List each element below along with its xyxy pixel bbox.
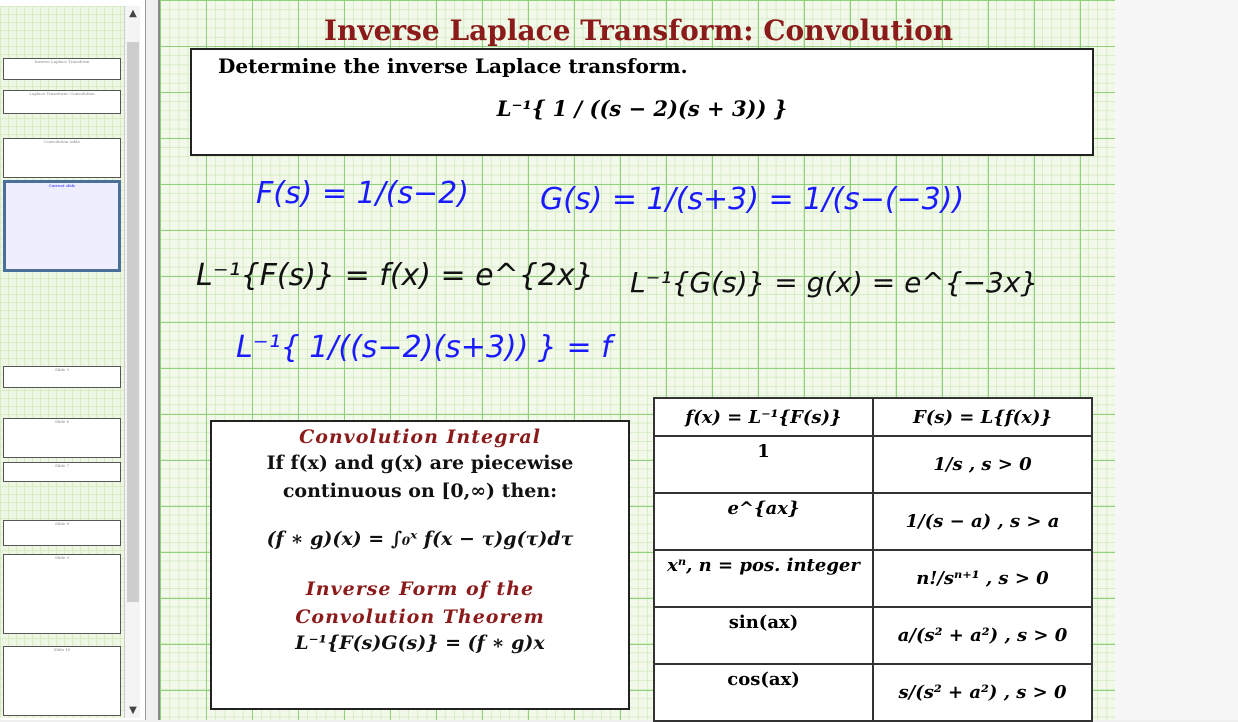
- thumbnail[interactable]: Slide 5: [3, 366, 121, 388]
- thumbnail[interactable]: Slide 9: [3, 554, 121, 634]
- table-row: [654, 493, 1092, 550]
- slide-thumbnail-pane: [0, 0, 146, 720]
- theorem-formula: L⁻¹{F(s)G(s)} = (f ∗ g)x: [295, 632, 545, 654]
- thumbnail[interactable]: Slide 7: [3, 462, 121, 482]
- scroll-up-icon[interactable]: ▲: [129, 8, 137, 19]
- handwritten-G: G(s) = 1/(s+3) = 1/(s−(−3)): [540, 182, 965, 217]
- table-cell: a/(s² + a²) , s > 0: [873, 607, 1092, 664]
- handwritten-g-result: L⁻¹{G(s)} = g(x) = e^{−3x}: [630, 266, 1039, 299]
- table-cell: cos(ax): [654, 664, 873, 721]
- theorem-heading-1: Inverse Form of the: [305, 578, 535, 600]
- thumbnail-selected[interactable]: Current slide: [3, 180, 121, 272]
- handwritten-inverse: L⁻¹{ 1/((s−2)(s+3)) } = f: [236, 330, 612, 365]
- table-cell: xⁿ, n = pos. integer: [654, 550, 873, 607]
- convolution-heading: Convolution Integral: [299, 426, 541, 448]
- slide-title: Inverse Laplace Transform: Convolution: [323, 14, 954, 47]
- convolution-box: [210, 420, 630, 710]
- convolution-text-1: If f(x) and g(x) are piecewise: [266, 452, 574, 474]
- scroll-down-icon[interactable]: ▼: [129, 705, 137, 716]
- table-cell: s/(s² + a²) , s > 0: [873, 664, 1092, 721]
- problem-expression: L⁻¹{ 1 / ((s − 2)(s + 3)) }: [496, 96, 788, 121]
- handwritten-F: F(s) = 1/(s−2): [256, 176, 469, 211]
- table-header-row: [654, 398, 1092, 436]
- header-cell: F(s) = L{f(x)}: [873, 398, 1092, 436]
- scrollbar-thumb[interactable]: [127, 42, 139, 602]
- table-cell: sin(ax): [654, 607, 873, 664]
- problem-box: [190, 48, 1094, 156]
- table-cell: 1: [654, 436, 873, 493]
- thumbnail[interactable]: Laplace Transform: Convolution: [3, 90, 121, 114]
- table-row: [654, 664, 1092, 721]
- theorem-heading-2: Convolution Theorem: [295, 606, 545, 628]
- vertical-scrollbar[interactable]: [124, 6, 140, 718]
- thumbnail[interactable]: Inverse Laplace Transform: [3, 58, 121, 80]
- thumbnail[interactable]: Slide 6: [3, 418, 121, 458]
- thumbnail[interactable]: Slide 8: [3, 520, 121, 546]
- convolution-formula: (f ∗ g)(x) = ∫₀ˣ f(x − τ)g(τ)dτ: [266, 528, 574, 550]
- thumbnail-list: [0, 6, 124, 718]
- table-cell: e^{ax}: [654, 493, 873, 550]
- handwritten-f-result: L⁻¹{F(s)} = f(x) = e^{2x}: [196, 258, 594, 293]
- table-cell: 1/s , s > 0: [873, 436, 1092, 493]
- header-cell: f(x) = L⁻¹{F(s)}: [654, 398, 873, 436]
- table-row: [654, 436, 1092, 493]
- problem-prompt: Determine the inverse Laplace transform.: [218, 54, 688, 78]
- convolution-text-2: continuous on [0,∞) then:: [282, 480, 558, 502]
- table-row: [654, 550, 1092, 607]
- thumbnail[interactable]: Convolution table: [3, 138, 121, 178]
- table-cell: 1/(s − a) , s > a: [873, 493, 1092, 550]
- right-margin: [1115, 0, 1238, 720]
- thumbnail[interactable]: Slide 10: [3, 646, 121, 716]
- laplace-table: [653, 397, 1093, 722]
- table-cell: n!/sⁿ⁺¹ , s > 0: [873, 550, 1092, 607]
- table-row: [654, 607, 1092, 664]
